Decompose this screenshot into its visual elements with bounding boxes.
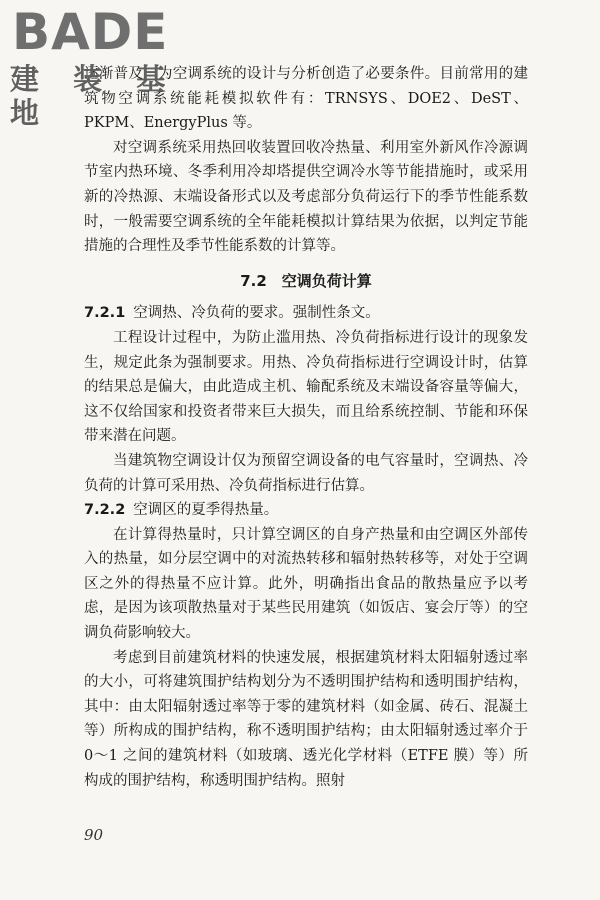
- logo-chinese-text: 建 装 基 地: [10, 62, 178, 130]
- watermark-logo: [8, 3, 183, 130]
- page-body: [84, 62, 528, 793]
- paragraph: 考虑到目前建筑材料的快速发展，根据建筑材料太阳辐射透过率的大小，可将建筑围护结构划分为不透明围护结构和透明围护结构，其中：由太阳辐射透过率等于零的建筑材料（如金属、砖石、混凝土等）所构成的围护结构，称不透明围护结构；由太阳辐射透过率介于 0～1 之间的建筑材料（如玻璃、透光化学材料（ETFE 膜）等）所构成的围护结构，称透明围护结构。照射: [84, 649, 528, 789]
- clause-number: 7.2.1: [84, 305, 126, 322]
- logo-wordmark: BADE: [12, 3, 169, 61]
- paragraph-continued: 逐渐普及，为空调系统的设计与分析创造了必要条件。目前常用的建筑物空调系统能耗模拟软件有：TRNSYS、DOE2、DeST、PKPM、EnergyPlus 等。: [84, 66, 528, 132]
- page-number: 90: [84, 826, 104, 844]
- clause-heading-7-2-2: [84, 498, 528, 523]
- clause-title: 空调热、冷负荷的要求。强制性条文。: [133, 305, 380, 322]
- paragraph: 对空调系统采用热回收装置回收冷热量、利用室外新风作冷源调节室内热环境、冬季利用冷却塔提供空调冷水等节能措施时，或采用新的冷热源、末端设备形式以及考虑部分负荷运行下的季节性能系数时，一般需要空调系统的全年能耗模拟计算结果为依据，以判定节能措施的合理性及季节性能系数的计算等。: [84, 139, 528, 255]
- section-heading: 7.2 空调负荷计算: [240, 271, 372, 290]
- paragraph: 在计算得热量时，只计算空调区的自身产热量和由空调区外部传入的热量，如分层空调中的对流热转移和辐射热转移等，对处于空调区之外的得热量不应计算。此外，明确指出食品的散热量应予以考虑，是因为该项散热量对于某些民用建筑（如饭店、宴会厅等）的空调负荷影响较大。: [84, 526, 528, 642]
- paragraph: 工程设计过程中，为防止滥用热、冷负荷指标进行设计的现象发生，规定此条为强制要求。用热、冷负荷指标进行空调设计时，估算的结果总是偏大，由此造成主机、输配系统及末端设备容量等偏大，这不仅给国家和投资者带来巨大损失，而且给系统控制、节能和环保带来潜在问题。: [84, 329, 528, 445]
- clause-title: 空调区的夏季得热量。: [133, 502, 279, 519]
- paragraph: 当建筑物空调设计仅为预留空调设备的电气容量时，空调热、冷负荷的计算可采用热、冷负荷指标进行估算。: [84, 452, 528, 494]
- clause-heading-7-2-1: [84, 301, 528, 326]
- clause-number: 7.2.2: [84, 502, 126, 519]
